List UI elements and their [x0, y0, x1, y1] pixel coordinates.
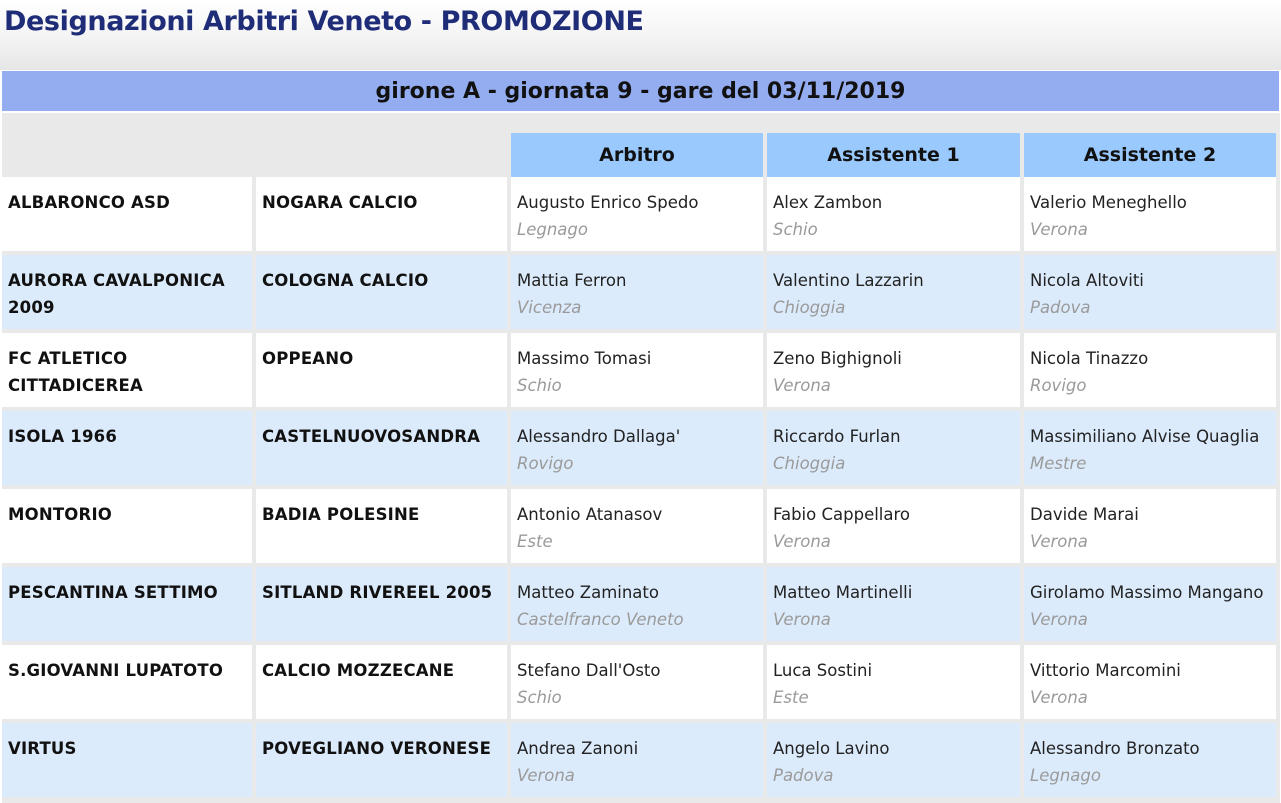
header-blank-home [2, 113, 252, 177]
assistente-1-city: Este [773, 688, 809, 707]
away-team: NOGARA CALCIO [262, 193, 418, 212]
assistente-2-cell [1024, 567, 1276, 641]
home-team: ALBARONCO ASD [8, 193, 171, 212]
assistente-2-name: Vittorio Marcomini [1030, 661, 1181, 680]
assistente-1-city: Verona [773, 376, 831, 395]
assistente-1-city: Chioggia [773, 454, 846, 473]
designations-table [2, 113, 1280, 803]
away-team: CALCIO MOZZECANE [262, 661, 455, 680]
home-team-cell [2, 255, 252, 329]
arbitro-name: Stefano Dall'Osto [517, 661, 661, 680]
home-team-cell [2, 411, 252, 485]
table-grid [2, 113, 1276, 801]
arbitro-city: Schio [517, 688, 562, 707]
away-team-cell [256, 567, 507, 641]
away-team-cell [256, 177, 507, 251]
home-team: FC ATLETICO CITTADICEREA [8, 349, 143, 395]
assistente-1-name: Luca Sostini [773, 661, 873, 680]
assistente-1-cell [767, 333, 1020, 407]
assistente-2-name: Alessandro Bronzato [1030, 739, 1200, 758]
arbitro-name: Andrea Zanoni [517, 739, 639, 758]
assistente-1-name: Zeno Bighignoli [773, 349, 902, 368]
arbitro-cell [511, 411, 763, 485]
arbitro-city: Este [517, 532, 553, 551]
away-team-cell [256, 411, 507, 485]
away-team: OPPEANO [262, 349, 354, 368]
home-team: ISOLA 1966 [8, 427, 118, 446]
assistente-2-city: Rovigo [1030, 376, 1087, 395]
arbitro-name: Matteo Zaminato [517, 583, 659, 602]
arbitro-cell [511, 489, 763, 563]
home-team: AURORA CAVALPONICA 2009 [8, 271, 225, 317]
assistente-1-city: Verona [773, 610, 831, 629]
arbitro-cell [511, 567, 763, 641]
assistente-2-city: Mestre [1030, 454, 1087, 473]
assistente-1-city: Chioggia [773, 298, 846, 317]
assistente-2-cell [1024, 645, 1276, 719]
arbitro-name: Augusto Enrico Spedo [517, 193, 699, 212]
assistente-1-name: Matteo Martinelli [773, 583, 913, 602]
away-team-cell [256, 645, 507, 719]
arbitro-name: Alessandro Dallaga' [517, 427, 681, 446]
away-team-cell [256, 333, 507, 407]
home-team-cell [2, 567, 252, 641]
page-title: Designazioni Arbitri Veneto - PROMOZIONE [4, 6, 644, 37]
away-team: BADIA POLESINE [262, 505, 420, 524]
assistente-2-cell [1024, 255, 1276, 329]
assistente-1-cell [767, 411, 1020, 485]
home-team: S.GIOVANNI LUPATOTO [8, 661, 224, 680]
home-team-cell [2, 177, 252, 251]
assistente-2-name: Nicola Tinazzo [1030, 349, 1149, 368]
assistente-2-cell [1024, 411, 1276, 485]
arbitro-cell [511, 255, 763, 329]
home-team-cell [2, 723, 252, 797]
assistente-1-city: Verona [773, 532, 831, 551]
assistente-1-name: Alex Zambon [773, 193, 883, 212]
header-arbitro: Arbitro [511, 133, 763, 177]
assistente-2-cell [1024, 723, 1276, 797]
assistente-2-name: Massimiliano Alvise Quaglia [1030, 427, 1260, 446]
arbitro-cell [511, 333, 763, 407]
home-team-cell [2, 645, 252, 719]
arbitro-name: Mattia Ferron [517, 271, 627, 290]
arbitro-city: Verona [517, 766, 575, 785]
arbitro-city: Castelfranco Veneto [517, 610, 684, 629]
arbitro-name: Antonio Atanasov [517, 505, 663, 524]
assistente-2-cell [1024, 177, 1276, 251]
home-team: PESCANTINA SETTIMO [8, 583, 218, 602]
arbitro-city: Legnago [517, 220, 588, 239]
assistente-1-cell [767, 177, 1020, 251]
assistente-1-city: Padova [773, 766, 834, 785]
assistente-2-name: Girolamo Massimo Mangano [1030, 583, 1264, 602]
header-assistente-1: Assistente 1 [767, 133, 1020, 177]
away-team: SITLAND RIVEREEL 2005 [262, 583, 493, 602]
assistente-1-name: Angelo Lavino [773, 739, 890, 758]
home-team: VIRTUS [8, 739, 77, 758]
arbitro-city: Schio [517, 376, 562, 395]
assistente-1-name: Fabio Cappellaro [773, 505, 911, 524]
assistente-1-city: Schio [773, 220, 818, 239]
away-team-cell [256, 723, 507, 797]
assistente-1-cell [767, 489, 1020, 563]
arbitro-cell [511, 723, 763, 797]
arbitro-name: Massimo Tomasi [517, 349, 652, 368]
away-team-cell [256, 489, 507, 563]
round-banner: girone A - giornata 9 - gare del 03/11/2019 [2, 71, 1279, 111]
away-team: CASTELNUOVOSANDRA [262, 427, 481, 446]
away-team: COLOGNA CALCIO [262, 271, 429, 290]
assistente-1-cell [767, 723, 1020, 797]
arbitro-cell [511, 177, 763, 251]
assistente-2-city: Legnago [1030, 766, 1101, 785]
assistente-1-cell [767, 255, 1020, 329]
home-team-cell [2, 489, 252, 563]
assistente-1-name: Riccardo Furlan [773, 427, 901, 446]
home-team-cell [2, 333, 252, 407]
assistente-2-city: Padova [1030, 298, 1091, 317]
away-team: POVEGLIANO VERONESE [262, 739, 492, 758]
assistente-2-city: Verona [1030, 688, 1088, 707]
arbitro-cell [511, 645, 763, 719]
arbitro-city: Rovigo [517, 454, 574, 473]
assistente-2-city: Verona [1030, 532, 1088, 551]
header-assistente-2: Assistente 2 [1024, 133, 1276, 177]
assistente-1-cell [767, 567, 1020, 641]
assistente-2-name: Valerio Meneghello [1030, 193, 1187, 212]
assistente-2-city: Verona [1030, 220, 1088, 239]
header-blank-away [256, 113, 507, 177]
assistente-1-cell [767, 645, 1020, 719]
page-header [0, 0, 1281, 70]
away-team-cell [256, 255, 507, 329]
assistente-2-city: Verona [1030, 610, 1088, 629]
home-team: MONTORIO [8, 505, 113, 524]
assistente-2-cell [1024, 489, 1276, 563]
assistente-2-name: Nicola Altoviti [1030, 271, 1144, 290]
arbitro-city: Vicenza [517, 298, 582, 317]
assistente-2-name: Davide Marai [1030, 505, 1139, 524]
assistente-2-cell [1024, 333, 1276, 407]
assistente-1-name: Valentino Lazzarin [773, 271, 924, 290]
